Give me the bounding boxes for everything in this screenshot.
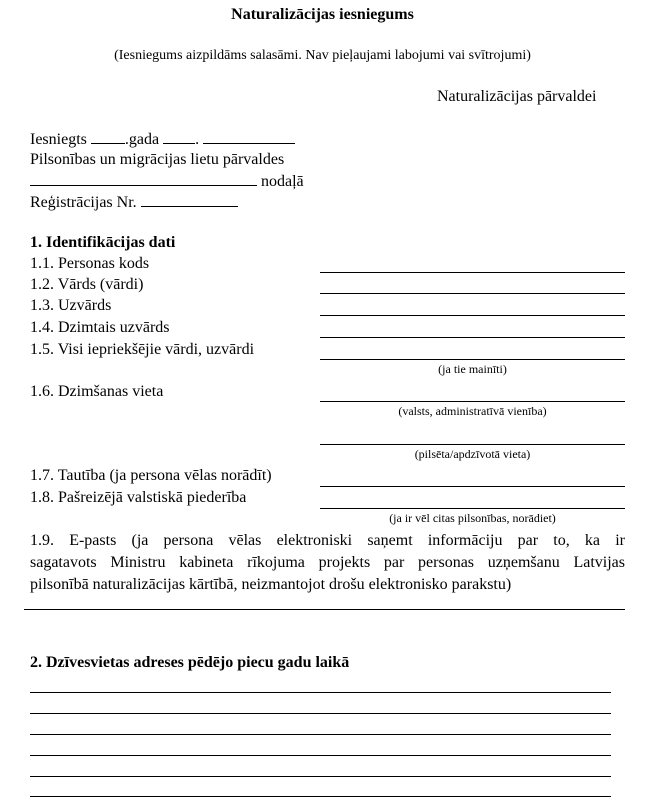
field-label: 1.3. Uzvārds [30,297,112,314]
field-label: 1.8. Pašreizējā valstiskā piederība [30,489,247,506]
section1-heading: 1. Identifikācijas dati [30,234,176,251]
email-paragraph-line: sagatavots Ministru kabineta rīkojuma projekts par personas uzņemšanu Latvijas [30,554,625,571]
department-blank[interactable] [30,172,257,186]
field-hint: (pilsēta/apdzīvotā vieta) [414,447,531,461]
personal-code-input[interactable] [320,272,625,273]
submitted-year-blank[interactable] [163,130,195,144]
page-title: Naturalizācijas iesniegums [231,6,414,23]
surname-input[interactable] [320,315,625,316]
address-line-input[interactable] [30,776,611,777]
department-row [30,172,304,191]
field-hint: (ja ir vēl citas pilsonības, norādiet) [389,511,556,525]
citizenship-input[interactable] [320,508,625,509]
department-label: nodaļā [261,173,304,190]
submitted-label: Iesniegts [30,131,87,148]
birth-surname-input[interactable] [320,337,625,338]
registration-label: Reģistrācijas Nr. [30,194,137,211]
submitted-date-blank[interactable] [203,130,295,144]
address-line-input[interactable] [30,692,611,693]
address-line-input[interactable] [30,755,611,756]
email-input[interactable] [24,609,625,610]
nationality-input[interactable] [320,486,625,487]
field-label: 1.2. Vārds (vārdi) [30,276,144,293]
birthplace-country-input[interactable] [320,401,625,402]
registration-row [30,193,238,212]
first-name-input[interactable] [320,293,625,294]
address-line-input[interactable] [30,796,611,797]
recipient-line: Naturalizācijas pārvaldei [437,88,597,105]
field-hint: (valsts, administratīvā vienība) [398,404,547,418]
birthplace-city-input[interactable] [320,444,625,445]
year-label: .gada [124,131,160,148]
field-hint: (ja tie mainīti) [438,362,507,376]
email-paragraph-line: pilsonībā naturalizācijas kārtībā, neizmantojot drošu elektronisko parakstu) [30,576,512,593]
section2-heading: 2. Dzīvesvietas adreses pēdējo piecu gadu laikā [30,654,350,671]
instructions-note: (Iesniegums aizpildāms salasāmi. Nav pieļaujami labojumi vai svītrojumi) [114,48,531,63]
submitted-row: Iesniegts .gada . [30,130,295,149]
submitted-day-blank[interactable] [91,130,125,144]
field-label: 1.7. Tautība (ja persona vēlas norādīt) [30,467,272,484]
field-label: 1.1. Personas kods [30,255,150,272]
email-paragraph-line: 1.9. E-pasts (ja persona vēlas elektroniski saņemt informāciju par to, ka ir [30,532,625,549]
address-line-input[interactable] [30,734,611,735]
field-label: 1.5. Visi iepriekšējie vārdi, uzvārdi [30,341,255,358]
authority-label: Pilsonības un migrācijas lietu pārvaldes [30,151,285,168]
field-label: 1.6. Dzimšanas vieta [30,383,164,400]
registration-number-blank[interactable] [141,193,238,207]
previous-names-input[interactable] [320,359,625,360]
address-line-input[interactable] [30,713,611,714]
field-label: 1.4. Dzimtais uzvārds [30,319,170,336]
